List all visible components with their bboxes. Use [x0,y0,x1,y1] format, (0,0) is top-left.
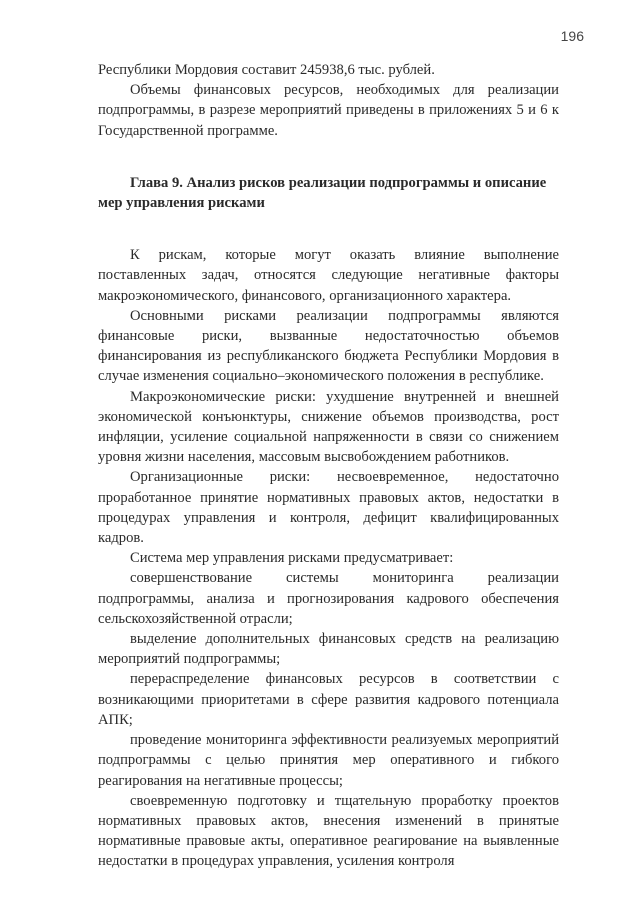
paragraph-financial-risks: Основными рисками реализации подпрограммы являются финансовые риски, вызванные недостаточностью объемов финансирования из республиканского бюджета Республики Мордовия в случае изменения социально–экономического положения в республике. [98,307,559,385]
page-number: 196 [560,28,584,44]
paragraph-funding: Объемы финансовых ресурсов, необходимых для реализации подпрограммы, в разрезе мероприятий приведены в приложениях 5 и 6 к Государственной программе. [98,82,559,139]
paragraph-risk-intro: К рискам, которые могут оказать влияние выполнение поставленных задач, относятся следующие негативные факторы макроэкономического, финансового, организационного характера. [98,247,559,304]
paragraph-measure-legal: своевременную подготовку и тщательную проработку проектов нормативных правовых актов, внесения изменений в принятые нормативные правовые акты, оперативное реагирование на выявленные недостатки в процедурах управления, усиления контроля [98,792,559,870]
paragraph-measure-redistribution: перераспределение финансовых ресурсов в соответствии с возникающими приоритетами в сфере развития кадрового потенциала АПК; [98,671,559,728]
document-body [98,60,559,872]
paragraph-macroeconomic-risks: Макроэкономические риски: ухудшение внутренней и внешней экономической конъюнктуры, снижение объемов производства, рост инфляции, усиление социальной напряженности в связи со снижением уровня жизни населения, массовым высвобождением работников. [98,388,559,466]
paragraph-organizational-risks: Организационные риски: несвоевременное, недостаточно проработанное принятие нормативных правовых актов, недостатки в процедурах управления и контроля, дефицит квалифицированных кадров. [98,469,559,547]
paragraph-measure-funding: выделение дополнительных финансовых средств на реализацию мероприятий подпрограммы; [98,631,559,668]
chapter-title: Глава 9. Анализ рисков реализации подпрограммы и описание мер управления рисками [98,174,547,212]
paragraph-continuation: Республики Мордовия составит 245938,6 тыс. рублей. [98,62,435,78]
paragraph-measures-intro: Система мер управления рисками предусматривает: [130,550,454,567]
paragraph-measure-efficiency: проведение мониторинга эффективности реализуемых мероприятий подпрограммы с целью принятия мер оперативного и гибкого реагирования на негативные процессы; [98,732,559,789]
paragraph-measure-monitoring: совершенствование системы мониторинга реализации подпрограммы, анализа и прогнозирования кадрового обеспечения сельскохозяйственной отрасли; [98,570,559,627]
